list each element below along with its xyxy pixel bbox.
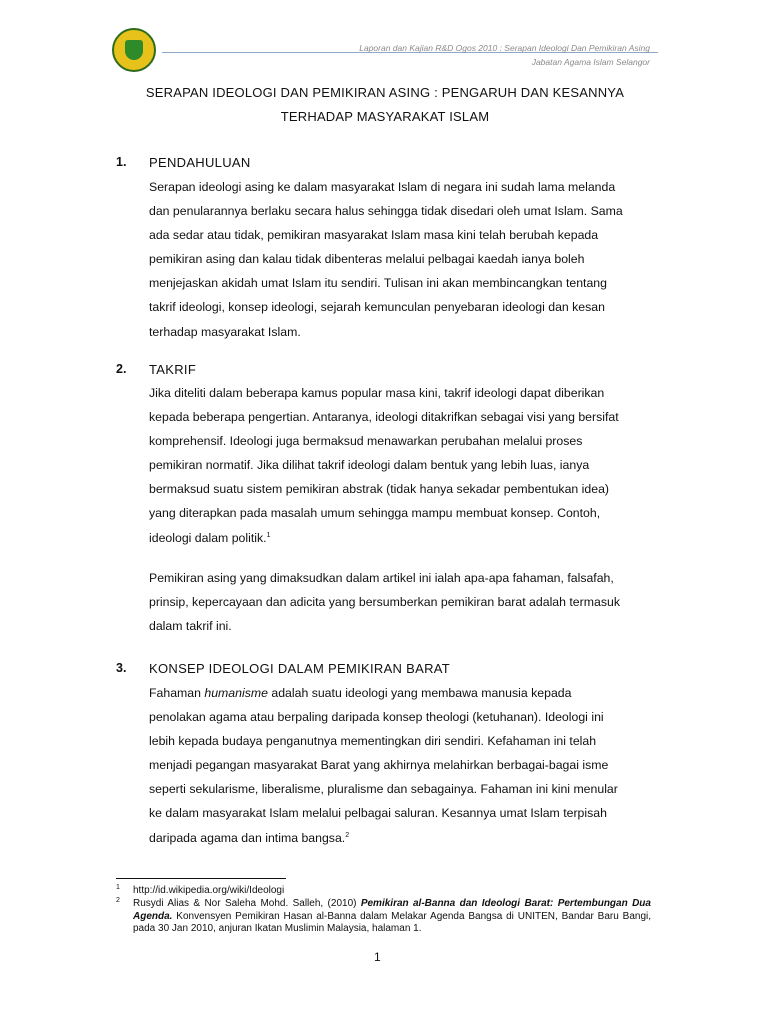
section-3-heading: KONSEP IDEOLOGI DALAM PEMIKIRAN BARAT	[149, 661, 451, 676]
footnote-mark: 2	[116, 897, 120, 904]
header-department: Jabatan Agama Islam Selangor	[531, 57, 650, 67]
text-line: bermaksud suatu sistem pemikiran abstrak (tidak hanya sekadar pembentukan idea)	[149, 482, 610, 497]
text-line	[149, 826, 651, 850]
footnote-link[interactable]: http://id.wikipedia.org/wiki/Ideologi	[133, 885, 285, 896]
text-line	[149, 681, 651, 705]
text-line	[149, 526, 651, 550]
text-line: Pemikiran asing yang dimaksudkan dalam artikel ini ialah apa-apa fahaman, falsafah,	[149, 571, 614, 585]
section-2-number: 2.	[116, 362, 127, 376]
page-number: 1	[374, 950, 381, 964]
text-line: penolakan agama atau berpaling daripada konsep theologi (ketuhanan). Ideologi ini	[149, 710, 604, 725]
text-line: pemikiran normatif. Jika dilihat takrif ideologi dalam bentuk yang lebih luas, ianya	[149, 458, 590, 473]
section-1-heading: PENDAHULUAN	[149, 155, 251, 170]
text-span: Rusydi Alias & Nor Saleha Mohd. Salleh, (2010)	[133, 898, 361, 909]
footnote-1	[116, 885, 651, 898]
text-line: yang diterapkan pada masalah umum sehingga mampu membuat konsep. Contoh,	[149, 506, 601, 521]
footnote-bold-title: Pemikiran al-Banna dan Ideologi Barat: Pertembungan Dua Agenda.	[133, 898, 651, 922]
text-line: pemikiran asing dan kalau tidak dibenteras melalui pelbagai kaedah ianya boleh	[149, 252, 585, 267]
text-span: ideologi dalam politik.	[149, 530, 267, 545]
text-line: terhadap masyarakat Islam.	[149, 324, 301, 339]
text-line: prinsip, kepercayaan dan adicita yang bersumberkan pemikiran barat adalah termasuk	[149, 595, 620, 610]
text-line: ke dalam masyarakat Islam melalui pelbagai saluran. Kesannya umat Islam terpisah	[149, 806, 607, 821]
section-2-body-2	[149, 566, 651, 638]
text-span: adalah suatu ideologi yang membawa manusia kepada	[267, 686, 572, 700]
text-line: komprehensif. Ideologi juga bermaksud menawarkan perubahan melalui proses	[149, 434, 583, 449]
text-line: seperti sekularisme, liberalisme, pluralisme dan sebagainya. Fahaman ini kini menular	[149, 782, 618, 797]
section-2-heading: TAKRIF	[149, 362, 197, 377]
text-span: Konvensyen Pemikiran Hasan al-Banna dalam Melakar Agenda Bangsa di UNITEN, Bandar Baru Bangi, pada 30 Jan 2010, anjuran Ikatan Muslimin Malaysia, halaman 1.	[133, 910, 651, 934]
section-1-number: 1.	[116, 155, 127, 169]
text-span: Fahaman	[149, 686, 205, 700]
jais-logo	[112, 28, 156, 72]
text-line: Serapan ideologi asing ke dalam masyarakat Islam di negara ini sudah lama melanda	[149, 180, 616, 194]
text-line: ada sedar atau tidak, pemikiran masyarakat Islam masa kini telah berubah kepada	[149, 228, 599, 243]
text-line: menjadi pegangan masyarakat Barat yang akhirnya melahirkan berbagai-bagai isme	[149, 758, 609, 773]
footnote-rule	[116, 878, 286, 879]
document-title-line-1: SERAPAN IDEOLOGI DAN PEMIKIRAN ASING : PENGARUH DAN KESANNYA	[145, 85, 625, 100]
footnote-text	[133, 898, 651, 936]
footnote-mark: 1	[116, 884, 120, 891]
footnote-ref-2[interactable]: 2	[345, 831, 350, 839]
footnote-2	[116, 898, 651, 936]
section-1-body	[149, 175, 651, 344]
text-line: Jika diteliti dalam beberapa kamus popular masa kini, takrif ideologi dapat diberikan	[149, 386, 605, 400]
text-line: lebih kepada budaya penganutnya mementingkan diri sendiri. Kefahaman ini telah	[149, 734, 597, 749]
text-line: takrif ideologi, konsep ideologi, sejarah kemunculan penyebaran ideologi dan kesan	[149, 300, 605, 315]
text-line: dan penularannya berlaku secara halus sehingga tidak disedari oleh umat Islam. Sama	[149, 204, 623, 219]
document-title-line-2: TERHADAP MASYARAKAT ISLAM	[280, 109, 490, 124]
text-span: daripada agama dan intima bangsa.	[149, 830, 346, 845]
text-line: dalam takrif ini.	[149, 619, 232, 634]
text-line: menjejaskan akidah umat Islam itu sendiri. Tulisan ini akan membincangkan tentang	[149, 276, 607, 291]
section-2-body	[149, 381, 651, 550]
section-3-body	[149, 681, 651, 850]
text-line: kepada beberapa pengertian. Antaranya, ideologi ditakrifkan sebagai visi yang bersifat	[149, 410, 619, 425]
section-3-number: 3.	[116, 661, 127, 675]
emphasis-humanisme: humanisme	[204, 686, 268, 700]
footnote-ref-1[interactable]: 1	[266, 531, 271, 539]
header-report-title: Laporan dan Kajian R&D Ogos 2010 : Serapan Ideologi Dan Pemikiran Asing	[359, 43, 650, 53]
